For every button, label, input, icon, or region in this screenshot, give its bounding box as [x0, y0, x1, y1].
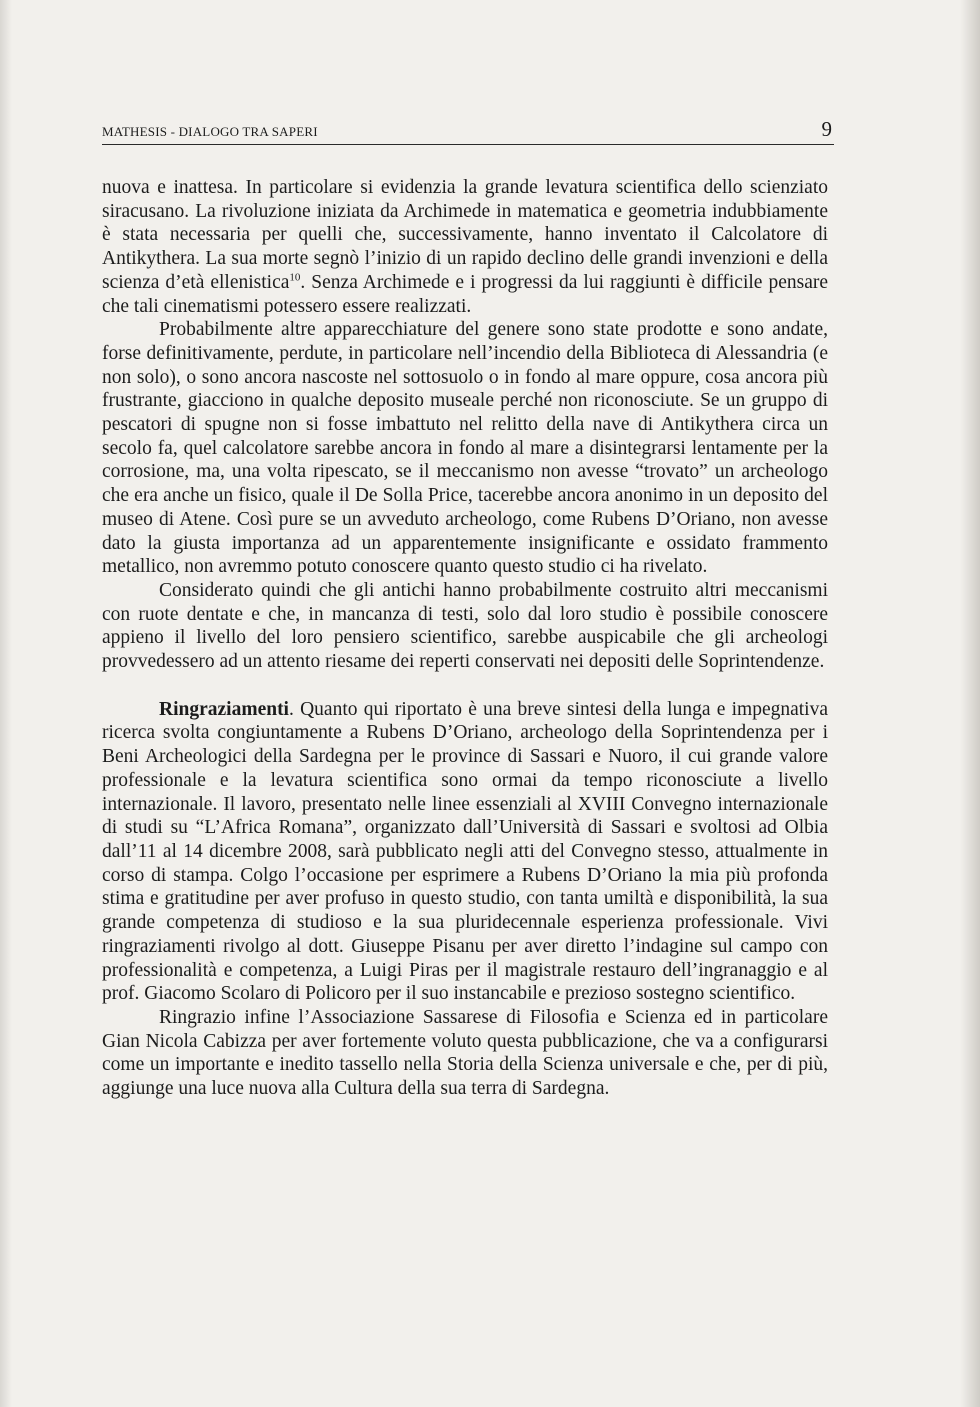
paragraph-1-text-b: . Senza Archimede e i progressi da lui raggiunti è difficile pensare che tali cinematismi potessero essere realizzati. — [102, 271, 828, 317]
paragraph-5: Ringrazio infine l’Associazione Sassarese di Filosofia e Scienza ed in particolare Gian Nicola Cabizza per aver fortemente voluto questa pubblicazione, che va a configurarsi come un importante e inedito tassello nella Storia della Scienza universale e che, per di più, aggiunge una luce nuova alla Cultura della sua terra di Sardegna. — [102, 1006, 828, 1100]
paragraph-3: Considerato quindi che gli antichi hanno probabilmente costruito altri meccanismi con ruote dentate e che, in mancanza di testi, solo dal loro studio è possibile conoscere appieno il livello del loro pensiero scientifico, sarebbe auspicabile che gli archeologi provvedessero ad un attento riesame dei reperti conservati nei depositi delle Soprintendenze. — [102, 579, 828, 673]
acknowledgements-paragraph — [102, 698, 828, 1006]
paragraph-2: Probabilmente altre apparecchiature del genere sono state prodotte e sono andate, forse definitivamente, perdute, in particolare nell’incendio della Biblioteca di Alessandria (e non solo), o sono ancora nascoste nel sottosuolo o in fondo al mare oppure, cosa ancora più frustrante, giacciono in qualche deposito museale perché non riconosciute. Se un gruppo di pescatori di spugne non si fosse imbattuto nel relitto della nave di Antikythera circa un secolo fa, quel calcolatore sarebbe ancora in fondo al mare a disintegrarsi lentamente per la corrosione, ma, una volta ripescato, se il meccanismo non avesse “trovato” un archeologo che era anche un fisico, quale il De Solla Price, tacerebbe ancora anonimo in un deposito del museo di Atene. Così pure se un avveduto archeologo, come Rubens D’Oriano, non avesse dato la giusta importanza ad un apparentemente insignificante e ossidato frammento metallico, non avremmo potuto conoscere quanto questo studio ci ha rivelato. — [102, 319, 828, 578]
footnote-marker: 10 — [289, 271, 301, 284]
paragraph-1 — [102, 176, 828, 318]
acknowledgements-text: . Quanto qui riportato è una breve sintesi della lunga e impegnativa ricerca svolta congiuntamente a Rubens D’Oriano, archeologo della Soprintendenza per i Beni Archeologici della Sardegna per le province di Sassari e Nuoro, il cui grande valore professionale e la levatura scientifica sono ormai da tempo riconosciute a livello internazionale. Il lavoro, presentato nelle linee essenziali al XVIII Convegno internazionale di studi su “L’Africa Romana”, organizzato dall’Università di Sassari e svoltosi ad Olbia dall’11 al 14 dicembre 2008, sarà pubblicato negli atti del Convegno stesso, attualmente in corso di stampa. Colgo l’occasione per esprimere a Rubens D’Oriano la mia più profonda stima e gratitudine per aver profuso in questo studio, con tanta umiltà e disponibilità, la sua grande competenza di studioso e la sua pluridecennale esperienza professionale. Vivi ringraziamenti rivolgo al dott. Giuseppe Pisanu per aver diretto l’indagine sul campo con professionalità e competenza, a Luigi Piras per il magistrale restauro dell’ingranaggio e al prof. Giacomo Scolaro di Policoro per il suo instancabile e prezioso sostegno scientifico. — [102, 698, 828, 1005]
running-header — [102, 118, 834, 145]
page-number: 9 — [821, 117, 832, 141]
acknowledgements-heading: Ringraziamenti — [159, 698, 289, 720]
page-edge-left — [0, 0, 12, 1407]
page-edge-right — [960, 0, 980, 1407]
body-text — [102, 176, 828, 1101]
paragraph-1-text-a: nuova e inattesa. In particolare si evidenzia la grande levatura scientifica dello scienziato siracusano. La rivoluzione iniziata da Archimede in matematica e geometria indubbiamente è stata necessaria per quelli che, successivamente, hanno inventato il Calcolatore di Antikythera. La sua morte segnò l’inizio di un rapido declino delle grandi invenzioni e della scienza d’età ellenistica — [102, 177, 828, 293]
header-title: MATHESIS - DIALOGO TRA SAPERI — [102, 124, 318, 139]
